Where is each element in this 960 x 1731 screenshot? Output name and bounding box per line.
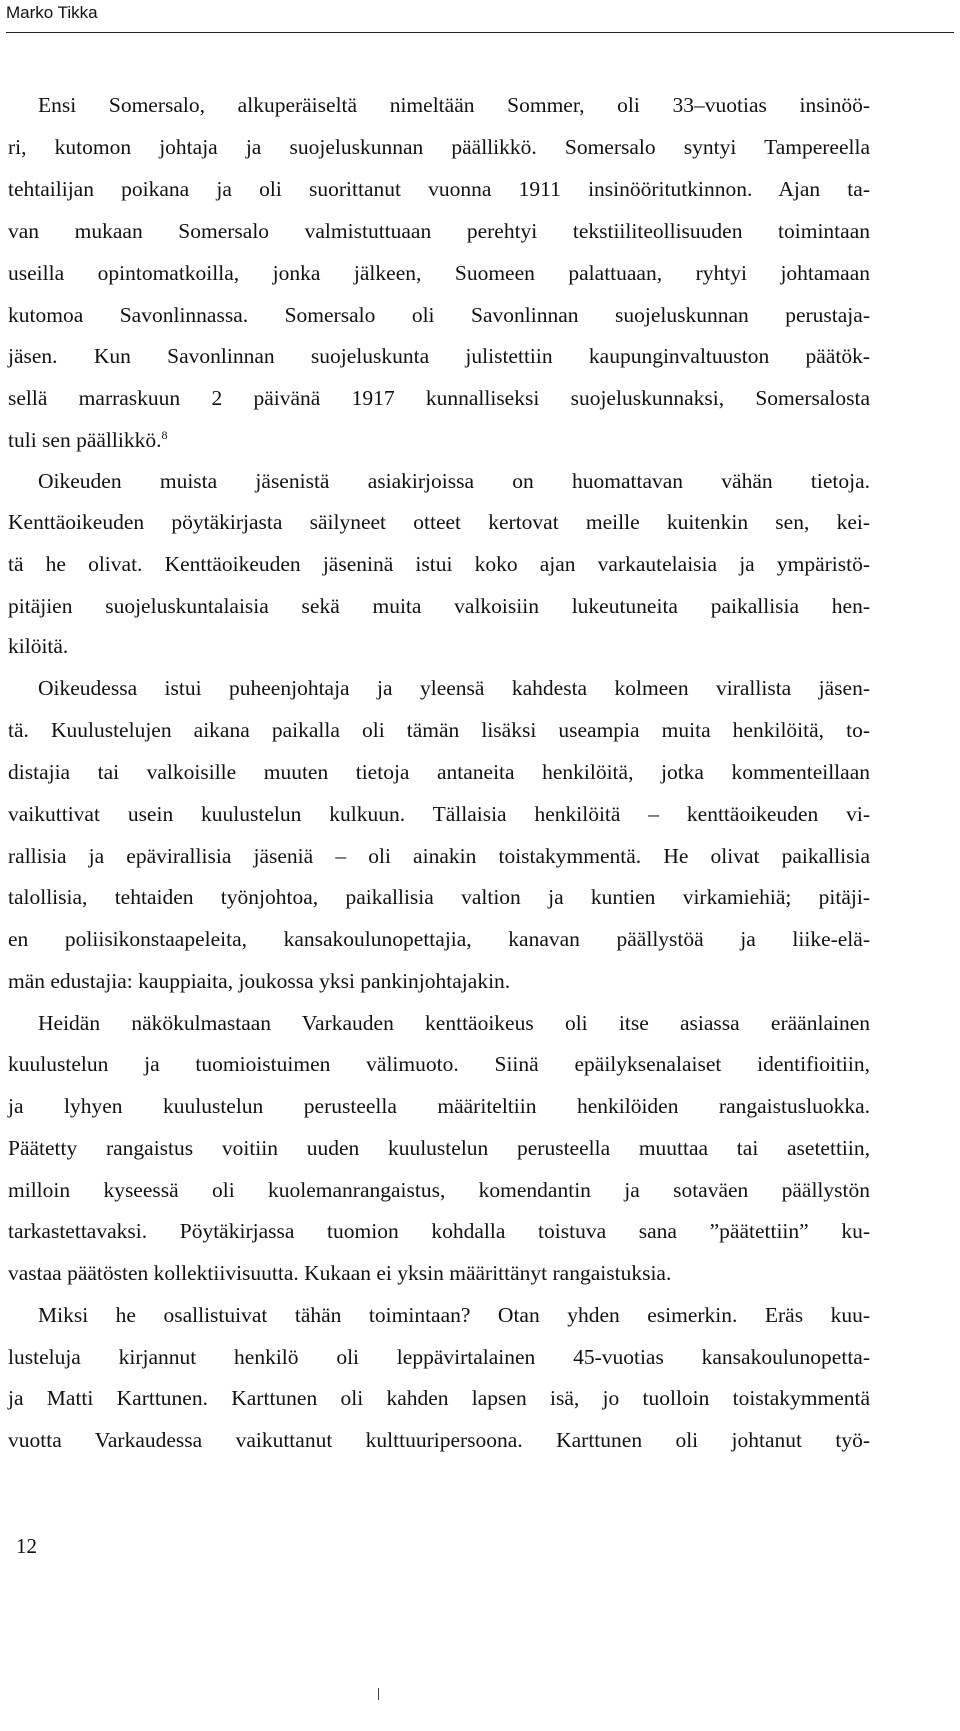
- text-line-content: tuli sen päällikkö.: [8, 428, 162, 452]
- text-line: ri, kutomon johtaja ja suojeluskunnan päällikkö. Somersalo syntyi Tampereella: [8, 135, 870, 159]
- text-line: tä he olivat. Kenttäoikeuden jäseninä istui koko ajan varkautelaisia ja ympäristö-: [8, 552, 870, 576]
- text-line: män edustajia: kauppiaita, joukossa yksi pankinjohtajakin.: [8, 969, 511, 993]
- text-line: lusteluja kirjannut henkilö oli leppävirtalainen 45-vuotias kansakoulunopetta-: [8, 1345, 870, 1369]
- text-line: Heidän näkökulmastaan Varkauden kenttäoikeus oli itse asiassa eräänlainen: [38, 1011, 870, 1035]
- text-line: vaikuttivat usein kuulustelun kulkuun. Tällaisia henkilöitä – kenttäoikeuden vi-: [8, 802, 870, 826]
- text-line: Miksi he osallistuivat tähän toimintaan? Otan yhden esimerkin. Eräs kuu-: [38, 1303, 870, 1327]
- text-line: ja Matti Karttunen. Karttunen oli kahden lapsen isä, jo tuolloin toistakymmentä: [8, 1386, 870, 1410]
- text-line: pitäjien suojeluskuntalaisia sekä muita valkoisiin lukeutuneita paikallisia hen-: [8, 594, 870, 618]
- text-line: jäsen. Kun Savonlinnan suojeluskunta julistettiin kaupunginvaltuuston päätök-: [8, 344, 870, 368]
- text-line: talollisia, tehtaiden työnjohtoa, paikallisia valtion ja kuntien virkamiehiä; pitäji-: [8, 885, 870, 909]
- text-line: rallisia ja epävirallisia jäseniä – oli ainakin toistakymmentä. He olivat paikallisia: [8, 844, 870, 868]
- text-line: useilla opintomatkoilla, jonka jälkeen, Suomeen palattuaan, ryhtyi johtamaan: [8, 261, 870, 285]
- text-line: kutomoa Savonlinnassa. Somersalo oli Savonlinnan suojeluskunnan perustaja-: [8, 303, 870, 327]
- footnote-marker: 8: [161, 427, 168, 442]
- text-line: Ensi Somersalo, alkuperäiseltä nimeltään Sommer, oli 33–vuotias insinöö-: [38, 93, 870, 117]
- text-line: Kenttäoikeuden pöytäkirjasta säilyneet otteet kertovat meille kuitenkin sen, kei-: [8, 510, 870, 534]
- text-line: sellä marraskuun 2 päivänä 1917 kunnalliseksi suojeluskunnaksi, Somersalosta: [8, 386, 870, 410]
- text-line: Oikeudessa istui puheenjohtaja ja yleensä kahdesta kolmeen virallista jäsen-: [38, 676, 870, 700]
- page-number: 12: [16, 1534, 37, 1558]
- text-line: ja lyhyen kuulustelun perusteella määriteltiin henkilöiden rangaistusluokka.: [8, 1094, 870, 1118]
- text-line: [8, 427, 870, 453]
- text-line: Päätetty rangaistus voitiin uuden kuulustelun perusteella muuttaa tai asetettiin,: [8, 1136, 870, 1160]
- scan-mark: [378, 1688, 379, 1700]
- text-line: tarkastettavaksi. Pöytäkirjassa tuomion kohdalla toistuva sana ”päätettiin” ku-: [8, 1219, 870, 1243]
- text-line: van mukaan Somersalo valmistuttuaan perehtyi tekstiiliteollisuuden toimintaan: [8, 219, 870, 243]
- text-line: Oikeuden muista jäsenistä asiakirjoissa on huomattavan vähän tietoja.: [38, 469, 870, 493]
- text-line: tehtailijan poikana ja oli suorittanut vuonna 1911 insinööritutkinnon. Ajan ta-: [8, 177, 870, 201]
- text-line: vastaa päätösten kollektiivisuutta. Kukaan ei yksin määrittänyt rangaistuksia.: [8, 1261, 672, 1285]
- text-line: en poliisikonstaapeleita, kansakoulunopettajia, kanavan päällystöä ja liike-elä-: [8, 927, 870, 951]
- text-line: kuulustelun ja tuomioistuimen välimuoto. Siinä epäilyksenalaiset identifioitiin,: [8, 1052, 870, 1076]
- header-rule: [6, 32, 954, 33]
- text-line: vuotta Varkaudessa vaikuttanut kulttuuripersoona. Karttunen oli johtanut työ-: [8, 1428, 870, 1452]
- text-line: distajia tai valkoisille muuten tietoja antaneita henkilöitä, jotka kommenteillaan: [8, 760, 870, 784]
- running-header-author: Marko Tikka: [6, 3, 98, 22]
- text-line: milloin kyseessä oli kuolemanrangaistus, komendantin ja sotaväen päällystön: [8, 1178, 870, 1202]
- text-line: tä. Kuulustelujen aikana paikalla oli tämän lisäksi useampia muita henkilöitä, to-: [8, 718, 870, 742]
- text-line: kilöitä.: [8, 634, 69, 658]
